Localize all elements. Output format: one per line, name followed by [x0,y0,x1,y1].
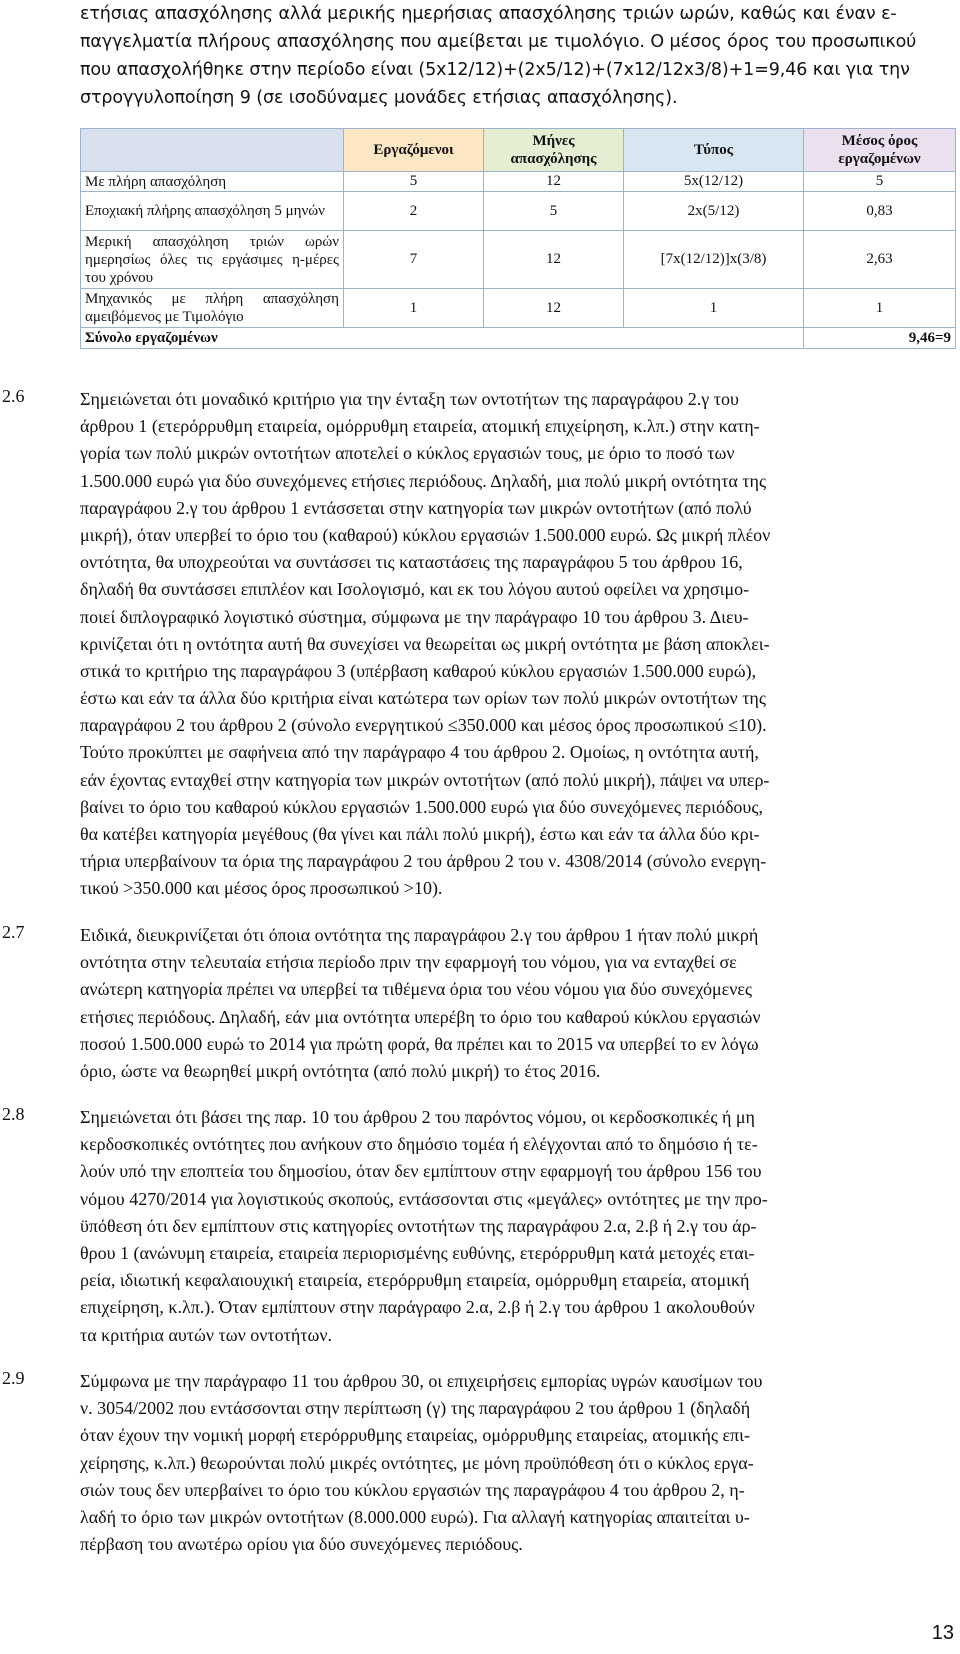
text-line: γορία των πολύ μικρών οντοτήτων αποτελεί ο κύκλος εργασιών τους, με όριο το ποσό των [80,443,735,464]
section-number: 2.8 [2,1104,25,1124]
row-months: 5 [484,192,624,231]
table-row [81,289,956,328]
page-number: 13 [931,1622,954,1644]
table-row [81,192,956,231]
table-header-row [81,129,956,172]
section-number: 2.6 [2,386,25,406]
text-line: ανώτερη κατηγορία πρέπει να υπερβεί τα τιθέμενα όρια του νέου νόμου για δύο συνεχόμενες [80,979,753,1000]
text-line: τήρια υπερβαίνουν τα όρια της παραγράφου 2 του άρθρου 2 του ν. 4308/2014 (σύνολο ενεργη- [80,851,767,872]
text-line: λούν υπό την εποπτεία του δημοσίου, όταν δεν εμπίπτουν στην εφαρμογή του άρθρου 156 του [80,1161,762,1182]
header-months: Μήνες απασχόλησης [484,129,624,172]
intro-paragraph [80,0,960,112]
text-line: ϋπόθεση ότι δεν εμπίπτουν στις κατηγορίες οντοτήτων της παραγράφου 2.α, 2.β ή 2.γ του άρ- [80,1215,757,1236]
total-value: 9,46=9 [804,328,956,349]
text-line: ρεία, ιδιωτική κεφαλαιουχική εταιρεία, ετερόρρυθμη εταιρεία, ομόρρυθμη εταιρεία, ατομική [80,1270,750,1291]
text-line: σιών τους δεν υπερβαίνει το όριο του κύκλου εργασιών της παραγράφου 4 του άρθρου 2, η- [80,1479,745,1500]
row-employees: 5 [344,172,484,192]
row-formula: [7x(12/12)]x(3/8) [624,231,804,289]
table-row [81,172,956,192]
section-number: 2.9 [2,1368,25,1388]
text-line: Τούτο προκύπτει με σαφήνεια από την παράγραφο 4 του άρθρου 2. Ομοίως, η οντότητα αυτή, [80,742,759,763]
text-line: δηλαδή θα συντάσσει επιπλέον και Ισολογισμό, και εκ του λόγου αυτού οφείλει να χρησιμο- [80,579,750,600]
header-average: Μέσος όρος εργαζομένων [804,129,956,172]
text-line: πέρβαση του ανωτέρω ορίου για δύο συνεχόμενες περιόδους. [80,1534,523,1555]
row-label: Μερική απασχόληση τριών ωρών ημερησίως όλες τις εργάσιμες η-μέρες του χρόνου [81,231,344,289]
text-line: οντότητα στην τελευταία ετήσια περίοδο πριν την εφαρμογή του νόμου, για να ενταχθεί σε [80,952,737,973]
text-line: άρθρου 1 (ετερόρρυθμη εταιρεία, ομόρρυθμη εταιρεία, ατομική επιχείρηση, κ.λπ.) στην κατη- [80,416,760,437]
row-employees: 2 [344,192,484,231]
intro-line: στρογγυλοποίηση 9 (σε ισοδύναμες μονάδες ετήσιας απασχόλησης). [80,88,678,108]
row-months: 12 [484,172,624,192]
text-line: Σημειώνεται ότι βάσει της παρ. 10 του άρθρου 2 του παρόντος νόμου, οι κερδοσκοπικές ή μη [80,1107,755,1127]
text-line: παραγράφου 2.γ του άρθρου 1 εντάσσεται στην κατηγορία των μικρών οντοτήτων (από πολύ [80,497,752,518]
row-formula: 5x(12/12) [624,172,804,192]
row-months: 12 [484,231,624,289]
section-text [80,922,955,1085]
section-text [80,1104,955,1349]
text-line: τικού >350.000 και μέσος όρος προσωπικού >10). [80,878,443,899]
text-line: 1.500.000 ευρώ για δύο συνεχόμενες ετήσιες περιόδους. Δηλαδή, μια πολύ μικρή οντότητα της [80,470,767,491]
text-line: παραγράφου 2 του άρθρου 2 (σύνολο ενεργητικού ≤350.000 και μέσος όρος προσωπικού ≤10). [80,715,767,736]
section-number: 2.7 [2,922,25,942]
text-line: Σύμφωνα με την παράγραφο 11 του άρθρου 30, οι επιχειρήσεις εμπορίας υγρών καυσίμων του [80,1371,763,1391]
text-line: οντότητα, θα υποχρεούται να συντάσσει τις καταστάσεις της παραγράφου 5 του άρθρου 16, [80,552,743,573]
text-line: Ειδικά, διευκρινίζεται ότι όποια οντότητα της παραγράφου 2.γ του άρθρου 1 ήταν πολύ μικρή [80,925,759,945]
header-formula: Τύπος [624,129,804,172]
row-employees: 7 [344,231,484,289]
text-line: ποιεί διπλογραφικό λογιστικό σύστημα, σύμφωνα με την παράγραφο 10 του άρθρου 3. Διευ- [80,606,749,627]
row-label: Μηχανικός με πλήρη απασχόληση αμειβόμενος με Τιμολόγιο [81,289,344,328]
row-employees: 1 [344,289,484,328]
text-line: λαδή το όριο των μικρών οντοτήτων (8.000.000 ευρώ). Για αλλαγή κατηγορίας απαιτείται υ- [80,1506,750,1527]
text-line: εάν έχοντας ενταχθεί στην κατηγορία των μικρών οντοτήτων (από πολύ μικρή), πάψει να υπερ- [80,769,770,790]
section-text [80,1368,955,1558]
text-line: μικρή), όταν υπερβεί το όριο του (καθαρού) κύκλου εργασιών 1.500.000 ευρώ. Ως μικρή πλέον [80,524,771,545]
text-line: έστω και εάν τα άλλα δύο κριτήρια είναι κατώτερα των ορίων των πολύ μικρών οντοτήτων της [80,688,766,709]
total-label: Σύνολο εργαζομένων [81,328,804,349]
text-line: βαίνει το όριο του καθαρού κύκλου εργασιών 1.500.000 ευρώ για δύο συνεχόμενες περιόδους, [80,796,763,817]
header-blank [81,129,344,172]
row-label: Με πλήρη απασχόληση [81,172,344,192]
text-line: θα κατέβει κατηγορία μεγέθους (θα γίνει και πάλι πολύ μικρή), έστω και εάν τα άλλα δύο κρι- [80,824,760,844]
text-line: νόμου 4270/2014 για λογιστικούς σκοπούς, εντάσσονται στις «μεγάλες» οντότητες με την προ- [80,1188,768,1209]
row-average: 1 [804,289,956,328]
text-line: στικά το κριτήριο της παραγράφου 3 (υπέρβαση καθαρού κύκλου εργασιών 1.500.000 ευρώ), [80,660,757,681]
row-formula: 2x(5/12) [624,192,804,231]
row-average: 0,83 [804,192,956,231]
text-line: κερδοσκοπικές οντότητες που ανήκουν στο δημόσιο τομέα ή ελέγχονται από το δημόσιο ή τε- [80,1134,758,1155]
text-line: τα κριτήρια αυτών των οντοτήτων. [80,1324,332,1345]
text-line: θρου 1 (ανώνυμη εταιρεία, εταιρεία περιορισμένης ευθύνης, ετερόρρυθμη κατά μετοχές εται- [80,1242,755,1263]
header-employees: Εργαζόμενοι [344,129,484,172]
table-row [81,231,956,289]
section-text [80,386,955,903]
row-average: 5 [804,172,956,192]
row-months: 12 [484,289,624,328]
row-formula: 1 [624,289,804,328]
text-line: ν. 3054/2002 που εντάσσονται στην περίπτωση (γ) της παραγράφου 2 του άρθρου 1 (δηλαδή [80,1398,751,1419]
row-average: 2,63 [804,231,956,289]
intro-line: παγγελματία πλήρους απασχόλησης που αμείβεται με τιμολόγιο. Ο μέσος όρος του προσωπικού [80,32,917,52]
text-line: ετήσιες περιόδους. Δηλαδή, εάν μια οντότητα υπερέβη το όριο του καθαρού κύκλου εργασιών [80,1006,761,1027]
text-line: κρινίζεται ότι η οντότητα αυτή θα συνεχίσει να θεωρείται ως μικρή οντότητα με βάση αποκλει- [80,633,770,654]
text-line: όταν έχουν την νομική μορφή ετερόρρυθμης εταιρείας, ομόρρυθμης εταιρείας, ατομικής επι- [80,1425,750,1446]
text-line: χείρησης, κ.λπ.) θεωρούνται πολύ μικρές οντότητες, με μόνη προϋπόθεση ότι ο κύκλος εργα- [80,1452,754,1473]
intro-line: που απασχολήθηκε στην περίοδο είναι (5x12/12)+(2x5/12)+(7x12/12x3/8)+1=9,46 και για την [80,60,910,80]
text-line: Σημειώνεται ότι μοναδικό κριτήριο για την ένταξη των οντοτήτων της παραγράφου 2.γ του [80,389,739,409]
table-total-row [81,328,956,349]
text-line: επιχείρηση, κ.λπ.). Όταν εμπίπτουν στην παράγραφο 2.α, 2.β ή 2.γ του άρθρου 1 ακολουθούν [80,1297,755,1318]
text-line: ποσού 1.500.000 ευρώ το 2014 για πρώτη φορά, θα πρέπει και το 2015 να υπερβεί το εν λόγω [80,1033,759,1054]
text-line: όριο, ώστε να θεωρηθεί μικρή οντότητα (από πολύ μικρή) το έτος 2016. [80,1060,601,1081]
intro-line: ετήσιας απασχόλησης αλλά μερικής ημερήσιας απασχόλησης τριών ωρών, καθώς και έναν ε- [80,4,897,24]
staff-table [80,128,956,349]
row-label: Εποχιακή πλήρης απασχόληση 5 μηνών [81,192,344,231]
